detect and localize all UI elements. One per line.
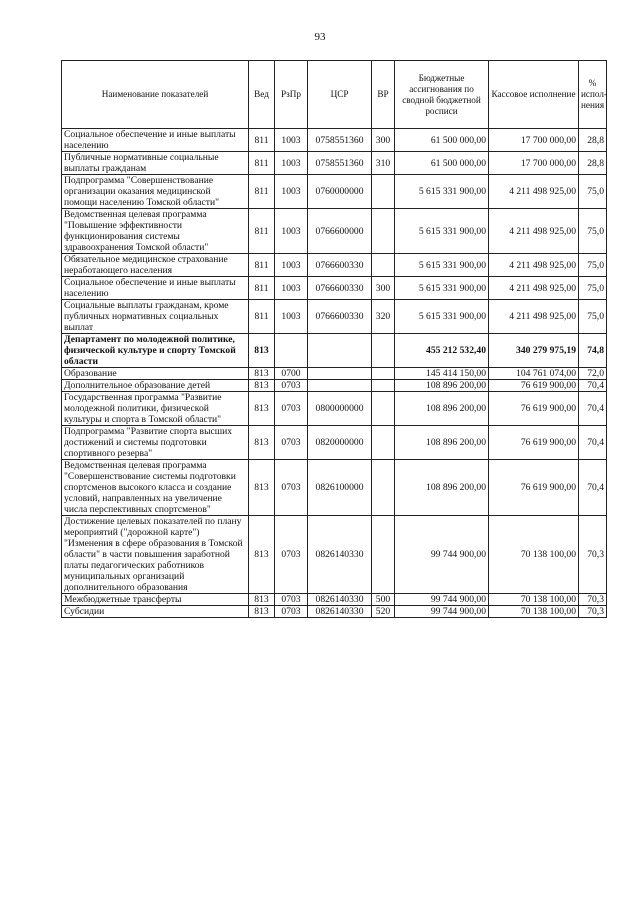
cell-csr: 0826140330 [308,516,372,594]
cell-ved: 813 [249,606,275,618]
cell-vr: 500 [372,594,395,606]
cell-rzpr: 0703 [275,606,308,618]
cell-rzpr: 1003 [275,129,308,152]
cell-name: Социальное обеспечение и иные выплаты населению [62,129,249,152]
cell-budget: 5 615 331 900,00 [395,209,489,254]
column-header-vr: ВР [372,61,395,129]
cell-cash: 340 279 975,19 [489,334,579,368]
cell-csr: 0826140330 [308,606,372,618]
cell-vr [372,516,395,594]
cell-csr [308,368,372,380]
budget-execution-table [61,60,607,618]
cell-vr: 320 [372,300,395,334]
table-row [62,277,607,300]
cell-csr: 0766600330 [308,277,372,300]
table-row [62,516,607,594]
column-header-rzpr: РзПр [275,61,308,129]
cell-csr: 0766600000 [308,209,372,254]
cell-budget: 108 896 200,00 [395,426,489,460]
table-row [62,594,607,606]
cell-name: Социальное обеспечение и иные выплаты населению [62,277,249,300]
cell-ved: 811 [249,277,275,300]
cell-name: Подпрограмма "Совершенствование организации оказания медицинской помощи населению Томской области" [62,175,249,209]
cell-cash: 4 211 498 925,00 [489,300,579,334]
cell-budget: 5 615 331 900,00 [395,175,489,209]
cell-budget: 108 896 200,00 [395,380,489,392]
cell-vr [372,460,395,516]
cell-budget: 99 744 900,00 [395,516,489,594]
cell-percent: 75,0 [579,254,607,277]
cell-vr [372,392,395,426]
cell-name: Публичные нормативные социальные выплаты гражданам [62,152,249,175]
page-number: 93 [314,31,326,43]
column-header-budget: Бюджетные ассигнования по сводной бюджетной росписи [395,61,489,129]
cell-budget: 108 896 200,00 [395,460,489,516]
cell-rzpr: 0700 [275,368,308,380]
cell-name: Подпрограмма "Развитие спорта высших достижений и системы подготовки спортивного резерва" [62,426,249,460]
table-row [62,254,607,277]
cell-budget: 108 896 200,00 [395,392,489,426]
cell-ved: 813 [249,594,275,606]
cell-budget: 99 744 900,00 [395,606,489,618]
column-header-ved: Вед [249,61,275,129]
cell-rzpr: 1003 [275,209,308,254]
cell-budget: 5 615 331 900,00 [395,277,489,300]
cell-csr: 0820000000 [308,426,372,460]
cell-budget: 99 744 900,00 [395,594,489,606]
cell-cash: 104 761 074,00 [489,368,579,380]
table-row [62,175,607,209]
cell-percent: 70,3 [579,606,607,618]
cell-percent: 70,4 [579,392,607,426]
cell-percent: 75,0 [579,175,607,209]
cell-vr [372,254,395,277]
cell-csr: 0800000000 [308,392,372,426]
cell-ved: 813 [249,426,275,460]
cell-ved: 811 [249,300,275,334]
table-row [62,129,607,152]
table-row [62,152,607,175]
table-body [62,129,607,618]
cell-ved: 813 [249,368,275,380]
cell-vr [372,426,395,460]
cell-vr: 300 [372,277,395,300]
cell-rzpr [275,334,308,368]
cell-rzpr: 1003 [275,300,308,334]
cell-csr: 0760000000 [308,175,372,209]
cell-rzpr: 0703 [275,380,308,392]
cell-cash: 4 211 498 925,00 [489,209,579,254]
cell-budget: 145 414 150,00 [395,368,489,380]
cell-cash: 76 619 900,00 [489,392,579,426]
cell-ved: 813 [249,392,275,426]
cell-name: Обязательное медицинское страхование неработающего населения [62,254,249,277]
column-header-name: Наименование показателей [62,61,249,129]
cell-cash: 70 138 100,00 [489,516,579,594]
cell-cash: 4 211 498 925,00 [489,254,579,277]
cell-csr: 0766600330 [308,300,372,334]
column-header-cash: Кассовое исполнение [489,61,579,129]
cell-cash: 4 211 498 925,00 [489,277,579,300]
cell-percent: 70,3 [579,594,607,606]
cell-vr [372,334,395,368]
table-row [62,460,607,516]
cell-budget: 455 212 532,40 [395,334,489,368]
cell-name: Межбюджетные трансферты [62,594,249,606]
cell-name: Субсидии [62,606,249,618]
cell-csr: 0826140330 [308,594,372,606]
cell-percent: 70,4 [579,460,607,516]
table-row [62,368,607,380]
cell-ved: 813 [249,380,275,392]
cell-ved: 811 [249,175,275,209]
cell-csr [308,334,372,368]
cell-percent: 70,4 [579,380,607,392]
cell-name: Государственная программа "Развитие молодежной политики, физической культуры и спорта в Томской области" [62,392,249,426]
cell-percent: 75,0 [579,300,607,334]
cell-cash: 76 619 900,00 [489,426,579,460]
table-row [62,426,607,460]
cell-name: Ведомственная целевая программа "Совершенствование системы подготовки спортсменов высокого класса и создание условий, направленных на увеличение числа перспективных спортсменов" [62,460,249,516]
cell-csr [308,380,372,392]
cell-vr: 310 [372,152,395,175]
cell-percent: 70,4 [579,426,607,460]
cell-percent: 28,8 [579,152,607,175]
column-header-percent: % испол-нения [579,61,607,129]
cell-cash: 4 211 498 925,00 [489,175,579,209]
cell-ved: 813 [249,516,275,594]
cell-ved: 813 [249,460,275,516]
cell-vr [372,209,395,254]
cell-name: Дополнительное образование детей [62,380,249,392]
cell-rzpr: 0703 [275,392,308,426]
table-row [62,380,607,392]
cell-cash: 70 138 100,00 [489,594,579,606]
cell-percent: 72,0 [579,368,607,380]
cell-name: Достижение целевых показателей по плану мероприятий ("дорожной карте") "Изменения в сфере образования в Томской области" в части повышения заработной платы педагогических работников муниципальных организаций дополнительного образования [62,516,249,594]
cell-rzpr: 1003 [275,152,308,175]
cell-percent: 74,8 [579,334,607,368]
cell-cash: 70 138 100,00 [489,606,579,618]
cell-ved: 811 [249,152,275,175]
cell-percent: 28,8 [579,129,607,152]
cell-vr [372,380,395,392]
cell-name: Департамент по молодежной политике, физической культуре и спорту Томской области [62,334,249,368]
cell-budget: 5 615 331 900,00 [395,300,489,334]
cell-cash: 17 700 000,00 [489,129,579,152]
cell-rzpr: 1003 [275,277,308,300]
cell-rzpr: 0703 [275,594,308,606]
cell-ved: 811 [249,254,275,277]
cell-rzpr: 0703 [275,460,308,516]
table-row [62,209,607,254]
column-header-csr: ЦСР [308,61,372,129]
cell-cash: 17 700 000,00 [489,152,579,175]
table-header-row [62,61,607,129]
cell-cash: 76 619 900,00 [489,460,579,516]
table-row [62,392,607,426]
cell-rzpr: 0703 [275,426,308,460]
cell-name: Ведомственная целевая программа "Повышение эффективности функционирования системы здравоохранения Томской области" [62,209,249,254]
cell-name: Социальные выплаты гражданам, кроме публичных нормативных социальных выплат [62,300,249,334]
cell-vr [372,175,395,209]
cell-csr: 0758551360 [308,152,372,175]
table-row [62,606,607,618]
cell-budget: 5 615 331 900,00 [395,254,489,277]
cell-percent: 75,0 [579,209,607,254]
cell-percent: 75,0 [579,277,607,300]
cell-csr: 0766600330 [308,254,372,277]
cell-rzpr: 0703 [275,516,308,594]
cell-ved: 813 [249,334,275,368]
cell-ved: 811 [249,129,275,152]
table-row [62,300,607,334]
table-row [62,334,607,368]
cell-csr: 0758551360 [308,129,372,152]
cell-name: Образование [62,368,249,380]
cell-vr: 300 [372,129,395,152]
cell-rzpr: 1003 [275,254,308,277]
cell-ved: 811 [249,209,275,254]
cell-budget: 61 500 000,00 [395,152,489,175]
cell-csr: 0826100000 [308,460,372,516]
cell-rzpr: 1003 [275,175,308,209]
cell-vr: 520 [372,606,395,618]
cell-cash: 76 619 900,00 [489,380,579,392]
cell-vr [372,368,395,380]
cell-percent: 70,3 [579,516,607,594]
cell-budget: 61 500 000,00 [395,129,489,152]
